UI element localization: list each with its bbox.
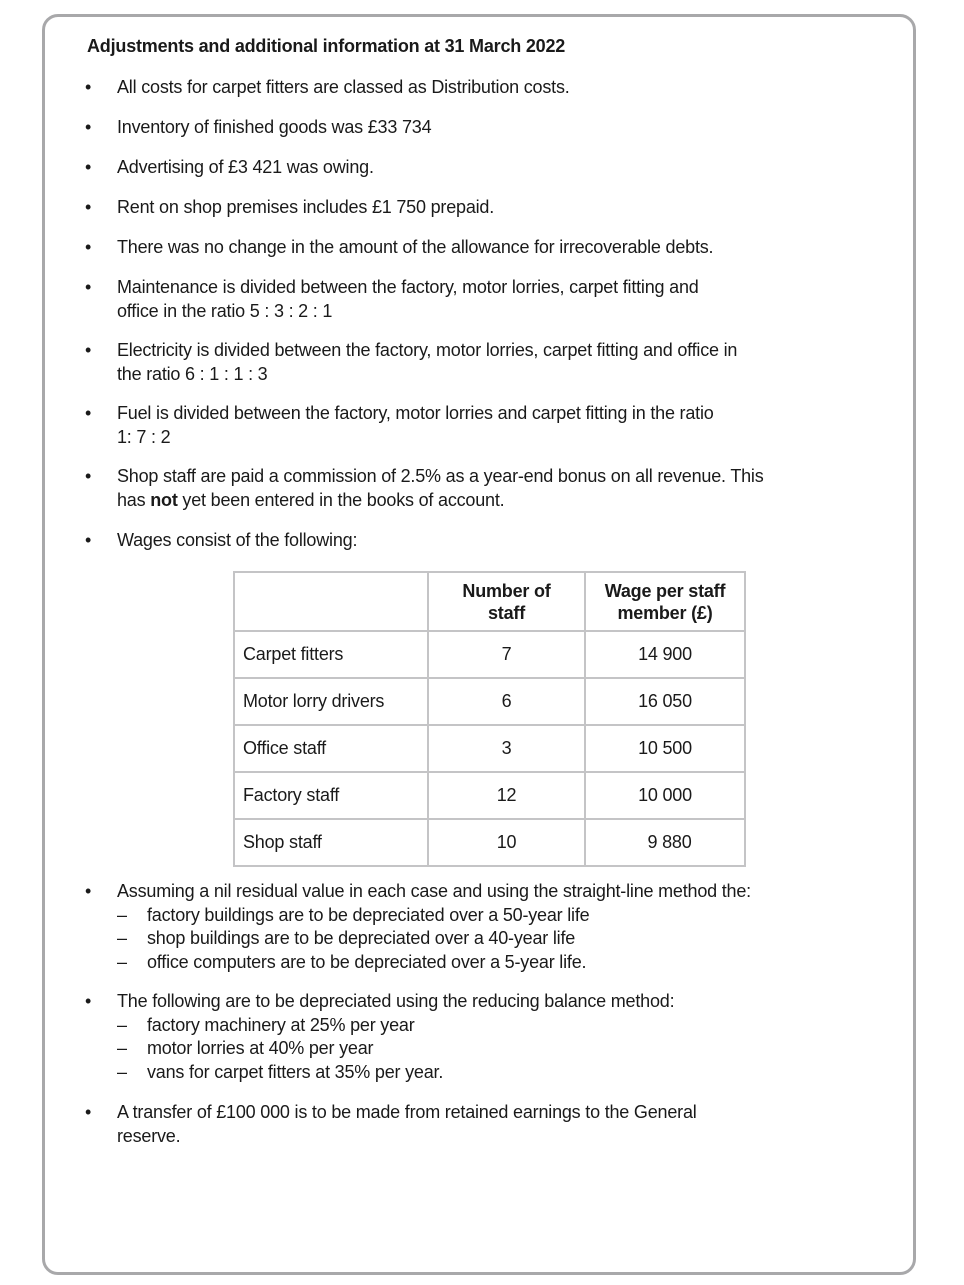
sub-item: – shop buildings are to be depreciated over a 40-year life	[117, 927, 807, 951]
dash-icon: –	[117, 1038, 127, 1058]
bullet-icon: •	[85, 117, 92, 137]
sub-item: – motor lorries at 40% per year	[117, 1037, 807, 1061]
bullet-icon: •	[85, 466, 92, 486]
wages-table	[233, 571, 746, 867]
table-row: Shop staff 10 9 880	[234, 819, 745, 866]
table-row: Carpet fitters 7 14 900	[234, 631, 745, 678]
table-row: Office staff 3 10 500	[234, 725, 745, 772]
sub-item: – office computers are to be depreciated over a 5-year life.	[117, 951, 807, 975]
table-header-wage: Wage per staff member (£)	[585, 572, 745, 631]
dash-icon: –	[117, 951, 127, 972]
dash-icon: –	[117, 1014, 127, 1035]
bullet-icon: •	[85, 403, 92, 423]
dash-icon: –	[117, 1061, 127, 1082]
sub-item: – factory machinery at 25% per year	[117, 1014, 807, 1038]
emphasis-not: not	[150, 489, 178, 510]
bullet-icon: •	[85, 1102, 92, 1122]
bullet-icon: •	[85, 530, 92, 550]
table-header-row	[234, 572, 745, 631]
table-row: Factory staff 12 10 000	[234, 772, 745, 819]
sub-item: – vans for carpet fitters at 35% per year.	[117, 1061, 807, 1085]
table-header-count: Number of staff	[428, 572, 585, 631]
dash-icon: –	[117, 928, 127, 948]
bullet-icon: •	[85, 277, 92, 297]
sub-item: – factory buildings are to be depreciated over a 50-year life	[117, 904, 807, 928]
bullet-icon: •	[85, 991, 92, 1011]
bullet-icon: •	[85, 881, 92, 901]
bullet-icon: •	[85, 77, 92, 97]
table-row: Motor lorry drivers 6 16 050	[234, 678, 745, 725]
bullet-icon: •	[85, 237, 92, 257]
dash-icon: –	[117, 904, 127, 925]
section-heading: Adjustments and additional information at 31 March 2022	[87, 36, 566, 56]
table-header-role	[234, 572, 428, 631]
bullet-icon: •	[85, 197, 92, 217]
bullet-icon: •	[85, 340, 92, 360]
bullet-icon: •	[85, 157, 92, 177]
